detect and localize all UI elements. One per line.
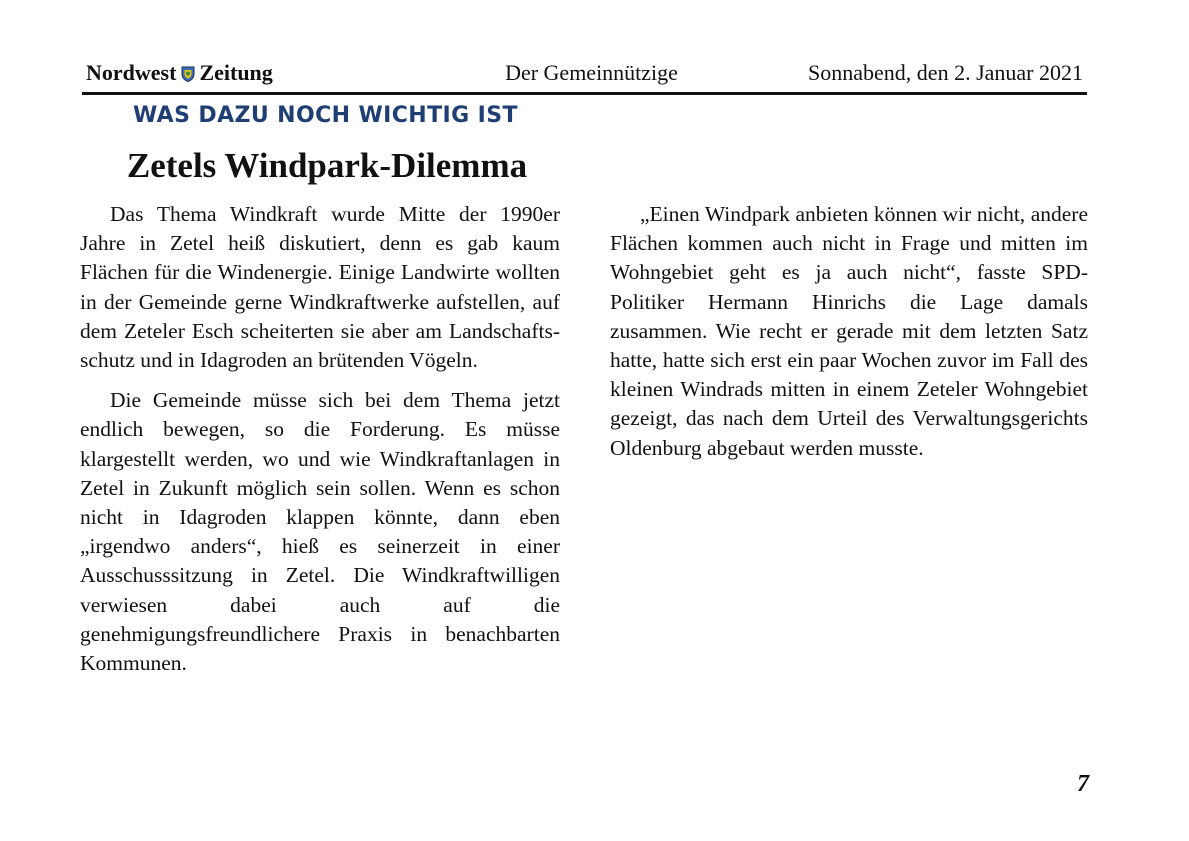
article-column-left (80, 200, 560, 678)
article-paragraph: Das Thema Windkraft wurde Mitte der 1990er Jahre in Zetel heiß diskutiert, denn es gab kaum Flächen für die Windenergie. Einige Landwirte wollten in der Gemeinde gerne Windkraftwerke aufstellen, auf dem Zeteler Esch scheiterten sie aber am Landschaftsschutz und in Idagroden an brütenden Vögeln. (80, 202, 560, 373)
article-title: Zetels Windpark-Dilemma (126, 146, 528, 185)
issue-date: Sonnabend, den 2. Januar 2021 (808, 60, 1083, 85)
publication-name: Der Gemeinnützige (505, 60, 678, 85)
article-kicker: WAS DAZU NOCH WICHTIG IST (133, 103, 518, 128)
article-paragraph: Die Gemeinde müsse sich bei dem Thema jetzt endlich bewegen, so die Forderung. Es müsse klargestellt werden, wo und wie Windkraftanlagen in Zetel in Zukunft möglich sein sollen. Wenn es schon nicht in Idagroden klappen könnte, dann eben „irgendwo anders“, hieß es seinerzeit in einer Ausschusssitzung in Zetel. Die Windkraftwilligen verwiesen dabei auch auf die genehmigungsfreundlichere Praxis in benachbarten Kommunen. (80, 388, 560, 676)
article-column-right (610, 200, 1088, 463)
masthead-right: Zeitung (199, 60, 273, 85)
article-paragraph: „Einen Windpark anbieten können wir nicht, andere Flächen kommen auch nicht in Frage und mitten im Wohngebiet geht es ja auch nicht“, fasste SPD-Politiker Hermann Hinrichs die Lage damals zusammen. Wie recht er gerade mit dem letzten Satz hatte, hatte sich erst ein paar Wochen zuvor im Fall des kleinen Windrads mitten in einem Zeteler Wohngebiet gezeigt, das nach dem Urteil des Verwaltungsgerichts Oldenburg abgebaut werden musste. (610, 202, 1088, 460)
page-number: 7 (1077, 771, 1089, 797)
page-header (82, 56, 1087, 95)
masthead-left: Nordwest (86, 60, 177, 85)
